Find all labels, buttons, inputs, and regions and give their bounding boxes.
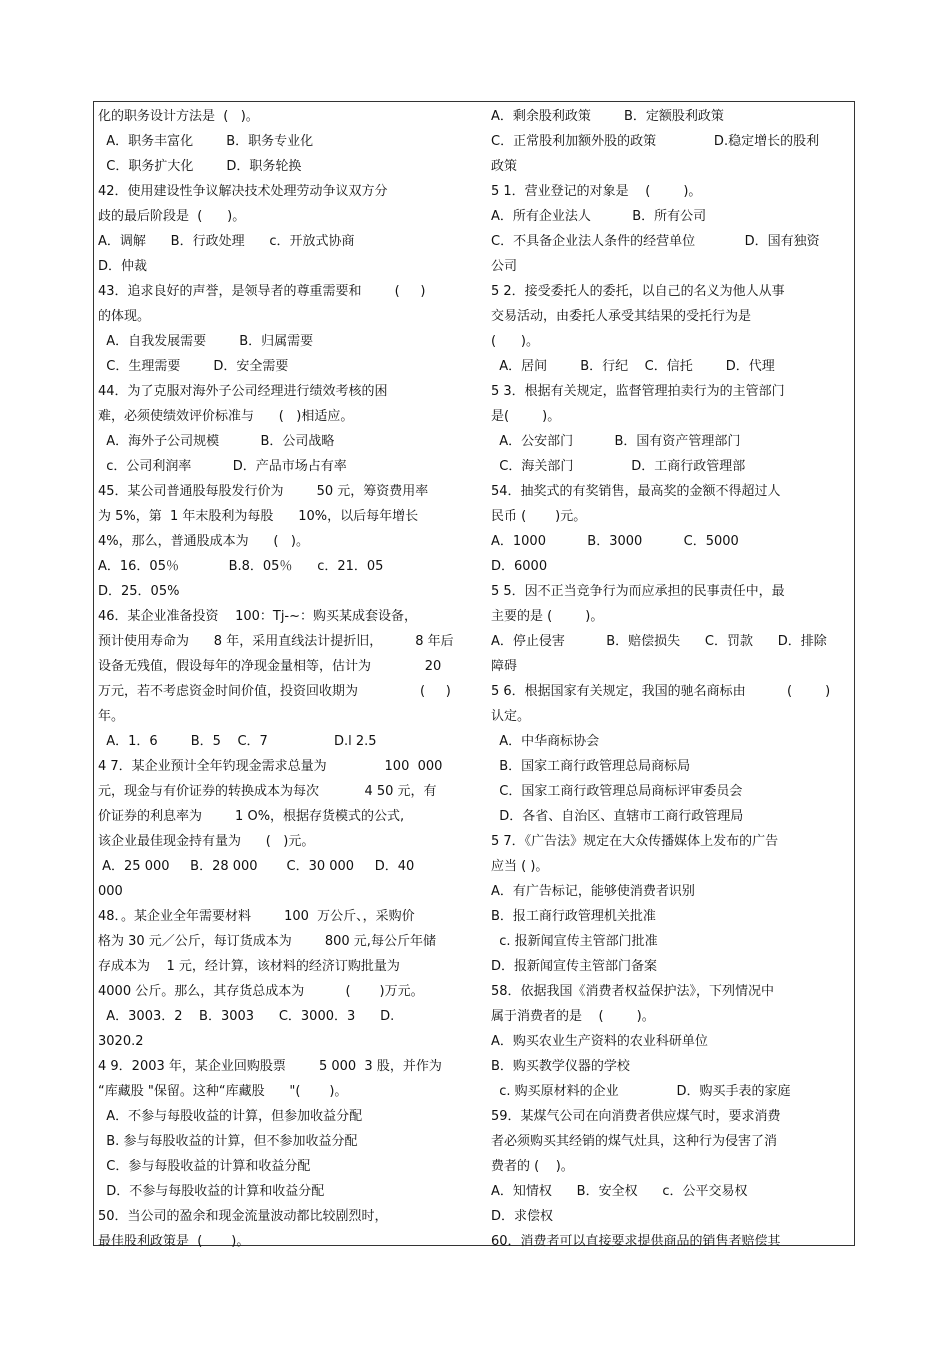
text-line: 政策 — [491, 159, 518, 174]
text-line: 43．追求良好的声誉，是领导者的尊重需要和 ( ) — [98, 284, 426, 299]
text-line: 42．使用建设性争议解决技术处理劳动争议双方分 — [98, 184, 388, 199]
text-line: 为 5%，第 1 年末股利为每股 10%，以后每年增长 — [98, 509, 419, 524]
text-line: 45．某公司普通股每股发行价为 50 元，筹资费用率 — [98, 484, 429, 499]
text-line: A．居间 B．行纪 C．信托 D．代理 — [491, 359, 775, 374]
text-line: c. 报新闻宣传主管部门批准 — [491, 934, 658, 949]
text-line: C．不具备企业法人条件的经营单位 D．国有独资 — [491, 234, 820, 249]
text-line: B．报工商行政管理机关批准 — [491, 909, 656, 924]
text-line: 54．抽奖式的有奖销售，最高奖的金额不得超过人 — [491, 484, 781, 499]
text-line: 4000 公斤。那么，其存货总成本为 ( )万元。 — [98, 984, 424, 999]
text-line: A．停止侵害 B．赔偿损失 C．罚款 D．排除 — [491, 634, 827, 649]
text-line: A．3003．2 B．3003 C．3000．3 D. — [98, 1009, 395, 1024]
text-line: 59．某煤气公司在向消费者供应煤气时，要求消费 — [491, 1109, 781, 1124]
text-line: A．25 000 B．28 000 C．30 000 D．40 — [98, 859, 415, 874]
text-line: 58．依据我国《消费者权益保护法》，下列情况中 — [491, 984, 775, 999]
text-line: 费者的 ( )。 — [491, 1159, 574, 1174]
right-column — [491, 104, 849, 1254]
text-line: 50．当公司的盈余和现金流量波动都比较剧烈时， — [98, 1209, 388, 1224]
text-line: c. 购买原材料的企业 D．购买手表的家庭 — [491, 1084, 791, 1099]
text-line: D．25．05% — [98, 584, 180, 599]
text-line: 60．消费者可以直接要求提供商品的销售者赔偿其 — [491, 1234, 781, 1249]
text-line: A．所有企业法人 B．所有公司 — [491, 209, 707, 224]
text-line: 价证券的利息率为 1 O%，根据存货模式的公式, — [98, 809, 405, 824]
text-line: D．仲裁 — [98, 259, 148, 274]
text-line: D．报新闻宣传主管部门备案 — [491, 959, 658, 974]
text-line: 歧的最后阶段是 ( )。 — [98, 209, 246, 224]
text-line: D．不参与每股收益的计算和收益分配 — [98, 1184, 325, 1199]
text-line: 4 9．2003 年，某企业回购股票 5 000 3 股，并作为 — [98, 1059, 442, 1074]
text-line: D．6000 — [491, 559, 548, 574]
text-line: A．购买农业生产资料的农业科研单位 — [491, 1034, 708, 1049]
text-line: 公司 — [491, 259, 518, 274]
text-line: 是( )。 — [491, 409, 561, 424]
text-line: C．正常股利加额外股的政策 D.稳定增长的股利 — [491, 134, 820, 149]
text-line: ( )。 — [491, 334, 539, 349]
text-line: C．职务扩大化 D．职务轮换 — [98, 159, 302, 174]
text-line: C．海关部门 D．工商行政管理部 — [491, 459, 746, 474]
text-line: 属于消费者的是 ( )。 — [491, 1009, 655, 1024]
text-line: 交易活动，由委托人承受其结果的受托行为是 — [491, 309, 752, 324]
text-line: A．16．05％ B.8．05％ c．21．05 — [98, 559, 384, 574]
text-line: C．国家工商行政管理总局商标评审委员会 — [491, 784, 743, 799]
text-line: A．海外子公司规模 B．公司战略 — [98, 434, 335, 449]
text-line: 最佳股利政策是 ( )。 — [98, 1234, 250, 1249]
text-line: D．各省、自治区、直辖市工商行政管理局 — [491, 809, 744, 824]
text-line: 4%，那么，普通股成本为 ( )。 — [98, 534, 309, 549]
text-line: 万元，若不考虑资金时间价值，投资回收期为 ( ) — [98, 684, 451, 699]
text-line: 该企业最佳现金持有量为 ( )元。 — [98, 834, 315, 849]
text-line: 48．。某企业全年需要材料 100 万公斤、，采购价 — [98, 909, 415, 924]
text-line: 主要的是 ( )。 — [491, 609, 604, 624]
text-line: 格为 30 元／公斤，每订货成本为 800 元,每公斤年储 — [98, 934, 436, 949]
text-line: C．生理需要 D．安全需要 — [98, 359, 289, 374]
text-line: 认定。 — [491, 709, 531, 724]
text-line: 者必须购买其经销的煤气灶具，这种行为侵害了消 — [491, 1134, 778, 1149]
text-line: B．购买教学仪器的学校 — [491, 1059, 630, 1074]
text-line: C．参与每股收益的计算和收益分配 — [98, 1159, 311, 1174]
text-line: A．调解 B．行政处理 c．开放式协商 — [98, 234, 355, 249]
text-line: 难，必须使绩效评价标准与 ( )相适应。 — [98, 409, 354, 424]
text-line: A．1000 B．3000 C．5000 — [491, 534, 739, 549]
text-line: 4 7．某企业预计全年钓现金需求总量为 100 000 — [98, 759, 443, 774]
text-line: “库藏股 "保留。这种“库藏股 "( )。 — [98, 1084, 348, 1099]
text-line: A．剩余股利政策 B．定额股利政策 — [491, 109, 724, 124]
text-line: 预计使用寿命为 8 年，采用直线法计提折旧， 8 年后 — [98, 634, 454, 649]
text-line: 的体现。 — [98, 309, 151, 324]
text-line: 3020.2 — [98, 1034, 144, 1049]
text-line: 44．为了克服对海外子公司经理进行绩效考核的困 — [98, 384, 388, 399]
left-column — [98, 104, 460, 1254]
text-line: A．自我发展需要 B．归属需要 — [98, 334, 314, 349]
text-line: c．公司利润率 D．产品市场占有率 — [98, 459, 347, 474]
text-line: 46．某企业准备投资 100：Tj-~：购买某成套设备， — [98, 609, 418, 624]
text-line: A．1．6 B．5 C．7 D.l 2.5 — [98, 734, 377, 749]
text-line: B. 参与每股收益的计算，但不参加收益分配 — [98, 1134, 358, 1149]
text-line: 设备无残值，假设每年的净现金量相等，估计为 20 — [98, 659, 442, 674]
text-line: A．职务丰富化 B．职务专业化 — [98, 134, 314, 149]
text-line: 障碍 — [491, 659, 518, 674]
text-line: 000 — [98, 884, 123, 899]
text-line: 5 3．根据有关规定，监督管理拍卖行为的主管部门 — [491, 384, 785, 399]
text-line: A．公安部门 B．国有资产管理部门 — [491, 434, 741, 449]
text-line: 元，现金与有价证券的转换成本为每次 4 50 元，有 — [98, 784, 437, 799]
text-line: 存成本为 1 元，经计算，该材料的经济订购批量为 — [98, 959, 400, 974]
text-line: 5 1．营业登记的对象是 ( )。 — [491, 184, 702, 199]
text-line: B．国家工商行政管理总局商标局 — [491, 759, 691, 774]
text-line: A．中华商标协会 — [491, 734, 600, 749]
text-line: D．求偿权 — [491, 1209, 554, 1224]
text-line: A．知情权 B．安全权 c．公平交易权 — [491, 1184, 748, 1199]
text-line: A．不参与每股收益的计算，但参加收益分配 — [98, 1109, 363, 1124]
text-line: 5 5．因不正当竞争行为而应承担的民事责任中，最 — [491, 584, 785, 599]
text-line: 应当 ( )。 — [491, 859, 549, 874]
text-line: 民币 ( )元。 — [491, 509, 587, 524]
text-line: 5 2．接受委托人的委托，以自己的名义为他人从事 — [491, 284, 785, 299]
text-line: A．有广告标记，能够使消费者识别 — [491, 884, 695, 899]
text-line: 5 7．《广告法》规定在大众传播媒体上发布的广告 — [491, 834, 779, 849]
text-line: 5 6．根据国家有关规定，我国的驰名商标由 ( ) — [491, 684, 831, 699]
text-line: 年。 — [98, 709, 125, 724]
text-line: 化的职务设计方法是 ( )。 — [98, 109, 259, 124]
